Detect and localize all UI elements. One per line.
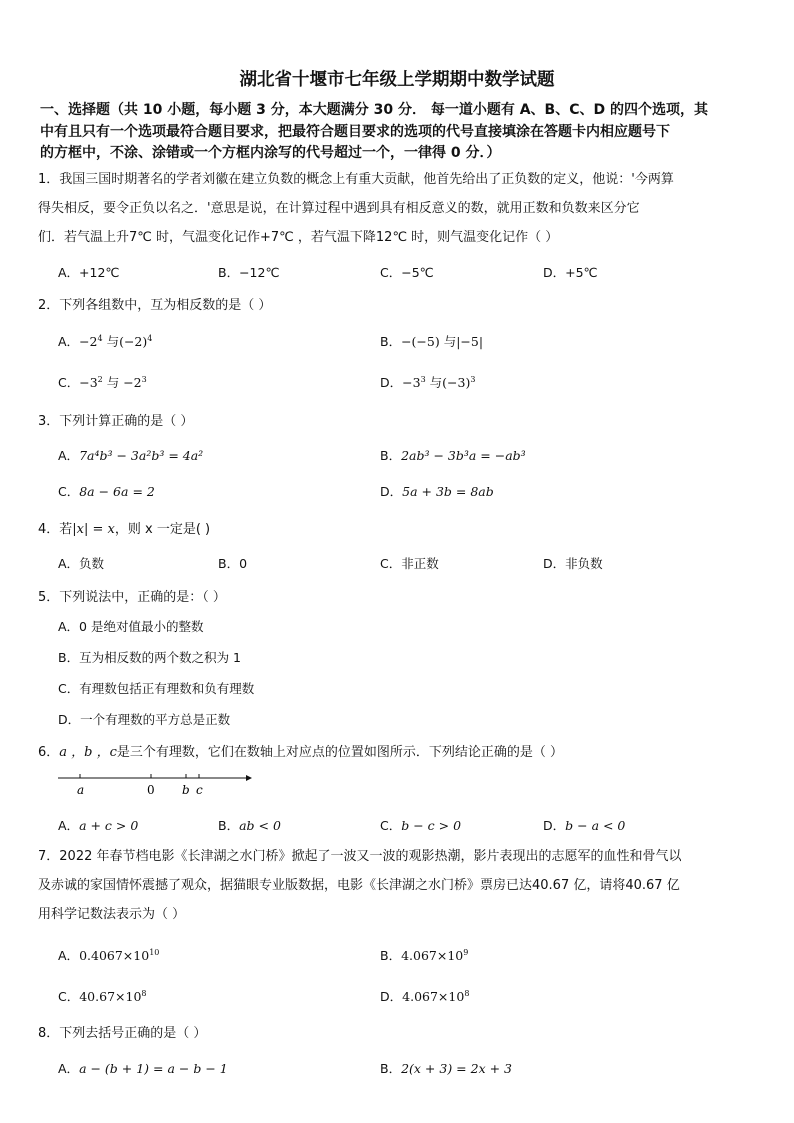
option-label: C． (58, 375, 80, 390)
question-line: 用科学记数法表示为（ ） (38, 907, 186, 922)
math-term: 4.067×10 (402, 989, 465, 1004)
section-instructions (40, 100, 760, 165)
question-3-stem: 3．下列计算正确的是（ ） (38, 414, 194, 429)
option-label: A． (58, 1061, 80, 1076)
math-expression: ab < 0 (239, 818, 281, 833)
math-expression: 2ab³ − 3b³a = −ab³ (401, 448, 526, 463)
section-line: 的方框中，不涂、涂错或一个方框内涂写的代号超过一个，一律得 0 分．） (40, 145, 501, 161)
q4-option-b[interactable]: B．0 (218, 556, 248, 571)
stem-text: 是三个有理数，它们在数轴上对应点的位置如图所示．下列结论正确的是（ ） (116, 745, 564, 760)
q1-option-c[interactable]: C．−5℃ (380, 265, 434, 280)
question-4-stem (38, 518, 210, 537)
q6-option-d[interactable] (543, 816, 625, 834)
math-term: |−5| (456, 334, 484, 349)
option-label: D． (380, 484, 403, 499)
question-8-stem: 8．下列去括号正确的是（ ） (38, 1026, 207, 1041)
option-label: A． (58, 334, 80, 349)
math-term: 40.67×10 (79, 989, 142, 1004)
q2-option-b[interactable] (380, 332, 483, 350)
math-expression: a + c > 0 (79, 818, 139, 833)
math-expression: a ，b ，c (59, 745, 117, 760)
q5-option-d[interactable]: D．一个有理数的平方总是正数 (58, 712, 231, 727)
q8-option-a[interactable] (58, 1059, 228, 1077)
q4-option-c[interactable]: C．非正数 (380, 556, 439, 571)
option-label: D． (543, 818, 566, 833)
q5-option-b[interactable]: B．互为相反数的两个数之积为 1 (58, 650, 242, 665)
axis-label-a: a (77, 783, 85, 797)
axis-label-b: b (182, 783, 190, 797)
math-expression: 8a − 6a = 2 (79, 484, 155, 499)
q3-option-d[interactable] (380, 482, 494, 500)
option-label: A． (58, 818, 80, 833)
exponent: 3 (420, 374, 426, 384)
math-term: 0.4067×10 (79, 948, 150, 963)
question-line: 得失相反，要令正负以名之．'意思是说，在计算过程中遇到具有相反意义的数，就用正数和负数来区分它 (38, 201, 640, 216)
option-label: C． (380, 818, 402, 833)
q3-option-b[interactable] (380, 446, 526, 464)
q7-option-c[interactable] (58, 987, 147, 1005)
math-term: −(−5) 与 (401, 334, 457, 349)
exponent: 9 (463, 947, 469, 957)
math-expression: |x| = x (72, 522, 115, 537)
question-2-stem: 2．下列各组数中，互为相反数的是（ ） (38, 298, 272, 313)
section-line: 中有且只有一个选项最符合题目要求，把最符合题目要求的选项的代号直接填涂在答题卡内相应题号下 (40, 123, 670, 140)
exponent: 10 (149, 947, 160, 957)
arrow-head (246, 775, 252, 781)
question-number: 6． (38, 745, 60, 760)
option-label: A． (58, 948, 80, 963)
q7-option-d[interactable] (380, 987, 469, 1005)
math-term: −3 (402, 375, 421, 390)
q7-option-b[interactable] (380, 946, 468, 964)
number-line (58, 770, 258, 800)
q1-option-b[interactable]: B．−12℃ (218, 265, 280, 280)
math-term: 与 −2 (102, 375, 142, 390)
question-1-stem (38, 165, 762, 252)
math-expression: 2(x + 3) = 2x + 3 (401, 1061, 513, 1076)
question-6-stem (38, 741, 563, 760)
option-label: D． (380, 375, 403, 390)
q5-option-c[interactable]: C．有理数包括正有理数和负有理数 (58, 681, 255, 696)
option-label: B． (218, 818, 240, 833)
question-line: 及赤诚的家国情怀震撼了观众，据猫眼专业版数据，电影《长津湖之水门桥》票房已达40.67 亿，请将40.67 亿 (38, 878, 680, 893)
math-term: (−3) (442, 375, 471, 390)
question-line: 7．2022 年春节档电影《长津湖之水门桥》掀起了一波又一波的观影热潮，影片表现出的志愿军的血性和骨气以 (38, 849, 682, 864)
q2-option-d[interactable] (380, 373, 475, 391)
exponent: 3 (470, 374, 476, 384)
q1-option-d[interactable]: D．+5℃ (543, 265, 598, 280)
q6-option-c[interactable] (380, 816, 461, 834)
math-term: −3 (79, 375, 98, 390)
math-term: (−2) (119, 334, 148, 349)
q2-option-c[interactable] (58, 373, 147, 391)
math-expression: 5a + 3b = 8ab (402, 484, 494, 499)
q4-option-d[interactable]: D．非负数 (543, 556, 603, 571)
exponent: 3 (141, 374, 147, 384)
stem-text: ，则 x 一定是( ) (114, 522, 211, 537)
math-connector: 与 (102, 334, 120, 349)
q6-option-a[interactable] (58, 816, 138, 834)
option-label: C． (58, 989, 80, 1004)
math-term: −2 (79, 334, 98, 349)
q7-option-a[interactable] (58, 946, 159, 964)
q5-option-a[interactable]: A．0 是绝对值最小的整数 (58, 619, 204, 634)
q4-option-a[interactable]: A．负数 (58, 556, 105, 571)
exponent: 8 (141, 988, 147, 998)
exponent: 4 (97, 333, 103, 343)
axis-label-0: 0 (147, 783, 155, 797)
exponent: 2 (97, 374, 103, 384)
page-title: 湖北省十堰市七年级上学期期中数学试题 (239, 70, 555, 90)
question-7-stem (38, 842, 762, 929)
option-label: B． (380, 334, 402, 349)
option-label: A． (58, 448, 80, 463)
exponent: 4 (147, 333, 153, 343)
math-expression: b − c > 0 (401, 818, 462, 833)
q2-option-a[interactable] (58, 332, 152, 350)
q8-option-b[interactable] (380, 1059, 512, 1077)
q3-option-a[interactable] (58, 446, 203, 464)
q3-option-c[interactable] (58, 482, 155, 500)
math-expression: b − a < 0 (565, 818, 626, 833)
question-line: 1．我国三国时期著名的学者刘徽在建立负数的概念上有重大贡献，他首先给出了正负数的定义，他说：'今两算 (38, 172, 674, 187)
question-5-stem: 5．下列说法中，正确的是：（ ） (38, 590, 226, 605)
math-connector: 与 (425, 375, 443, 390)
q1-option-a[interactable]: A．+12℃ (58, 265, 120, 280)
axis-label-c: c (196, 783, 203, 797)
option-label: B． (380, 948, 402, 963)
option-label: D． (380, 989, 403, 1004)
math-expression: 7a⁴b³ − 3a²b³ = 4a² (79, 448, 204, 463)
exponent: 8 (464, 988, 470, 998)
option-label: B． (380, 1061, 402, 1076)
math-expression: a − (b + 1) = a − b − 1 (79, 1061, 228, 1076)
math-term: 4.067×10 (401, 948, 464, 963)
option-label: C． (58, 484, 80, 499)
question-line: 们．若气温上升7℃ 时，气温变化记作+7℃ ，若气温下降12℃ 时，则气温变化记作（ ） (38, 230, 559, 245)
stem-text: 4．若 (38, 522, 73, 537)
q6-option-b[interactable] (218, 816, 281, 834)
option-label: B． (380, 448, 402, 463)
section-line: 一、选择题（共 10 小题，每小题 3 分，本大题满分 30 分． 每一道小题有 A、B、C、D 的四个选项，其 (40, 102, 708, 118)
